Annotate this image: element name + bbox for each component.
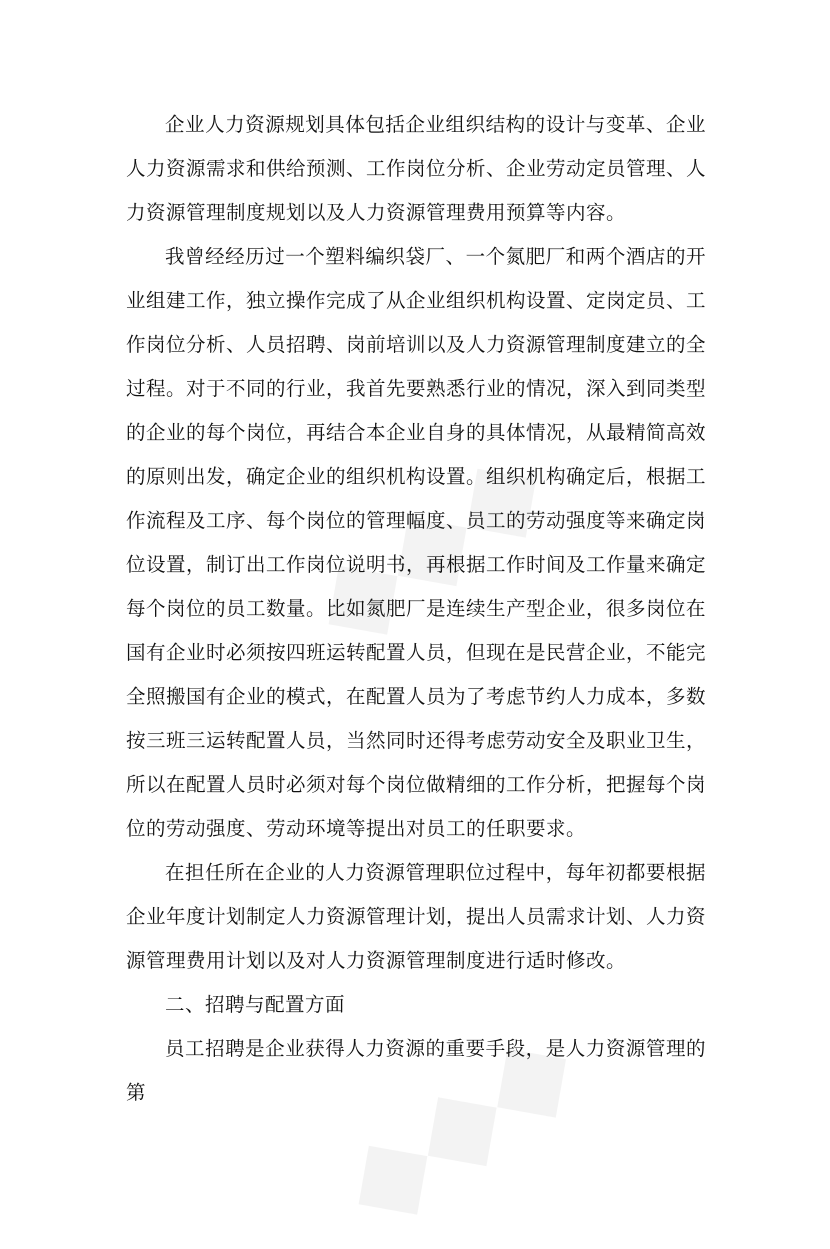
section-heading-recruitment: 二、招聘与配置方面 [165,993,346,1016]
paragraph-recruitment: 员工招聘是企业获得人力资源的重要手段，是人力资源管理的第 [126,1037,706,1104]
paragraph-planning-scope: 企业人力资源规划具体包括企业组织结构的设计与变革、企业人力资源需求和供给预测、工作岗位分析、企业劳动定员管理、人力资源管理制度规划以及人力资源管理费用预算等内容。 [126,113,707,224]
paragraph-annual-plan: 在担任所在企业的人力资源管理职位过程中，每年初都要根据企业年度计划制定人力资源管理计划，提出人员需求计划、人力资源管理费用计划以及对人力资源管理制度进行适时修改。 [126,861,707,972]
paragraph-experience: 我曾经经历过一个塑料编织袋厂、一个氮肥厂和两个酒店的开业组建工作，独立操作完成了从企业组织机构设置、定岗定员、工作岗位分析、人员招聘、岗前培训以及人力资源管理制度建立的全过程。对于不同的行业，我首先要熟悉行业的情况，深入到同类型的企业的每个岗位，再结合本企业自身的具体情况，从最精简高效的原则出发，确定企业的组织机构设置。组织机构确定后，根据工作流程及工序、每个岗位的管理幅度、员工的劳动强度等来确定岗位设置，制订出工作岗位说明书，再根据工作时间及工作量来确定每个岗位的员工数量。比如氮肥厂是连续生产型企业，很多岗位在国有企业时必须按四班运转配置人员，但现在是民营企业，不能完全照搬国有企业的模式，在配置人员为了考虑节约人力成本，多数按三班三运转配置人员，当然同时还得考虑劳动安全及职业卫生，所以在配置人员时必须对每个岗位做精细的工作分析，把握每个岗位的劳动强度、劳动环境等提出对员工的任职要求。 [126,245,707,840]
document-body [126,103,706,1115]
